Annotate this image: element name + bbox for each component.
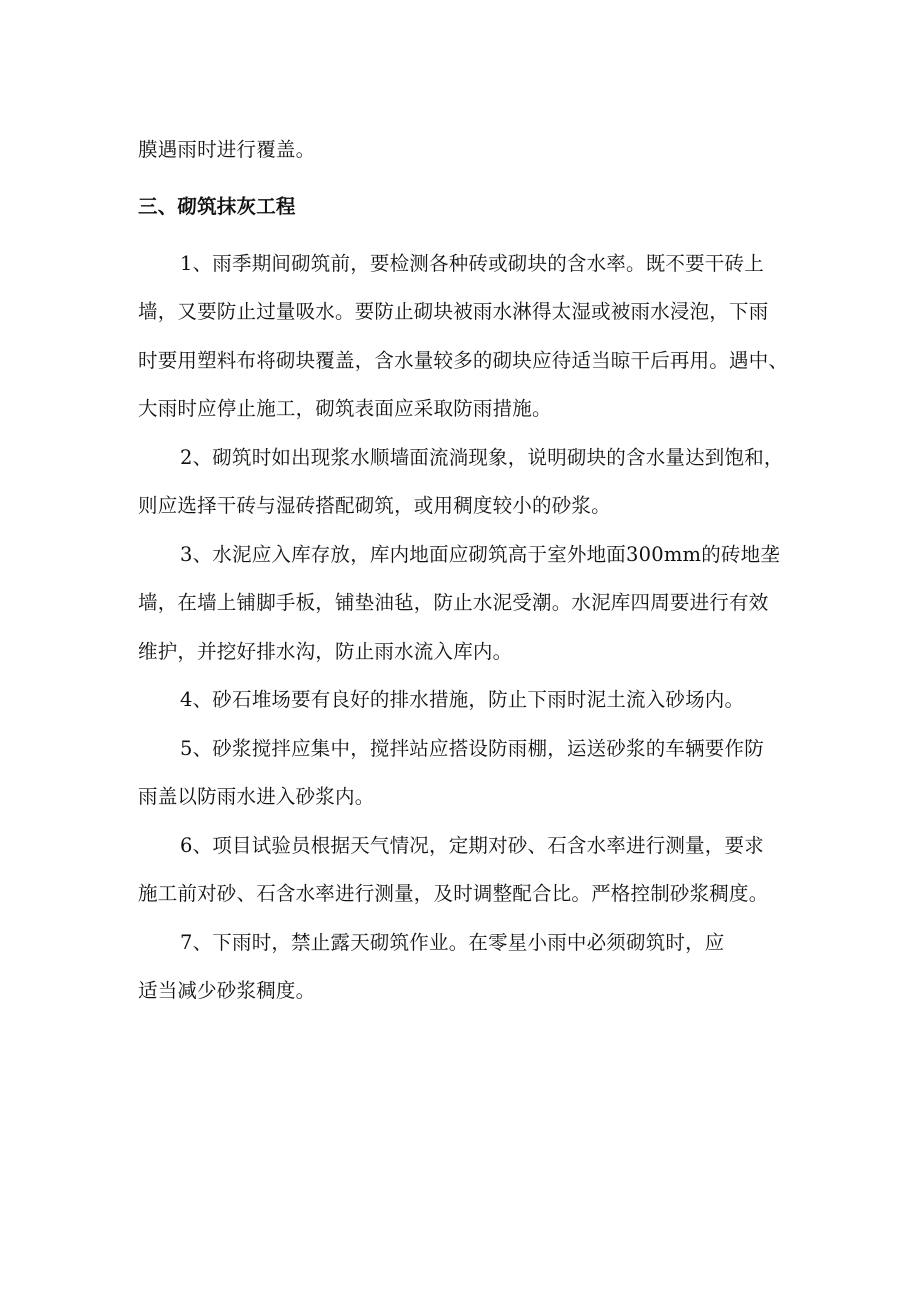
paragraph-1-line-2: 墙，又要防止过量吸水。要防止砌块被雨水淋得太湿或被雨水浸泡，下雨 xyxy=(138,300,769,323)
paragraph-3-line-2: 墙，在墙上铺脚手板，铺垫油毡，防止水泥受潮。水泥库四周要进行有效 xyxy=(138,591,769,614)
paragraph-1-line-1: 1、雨季期间砌筑前，要检测各种砖或砌块的含水率。既不要干砖上 xyxy=(180,252,764,275)
section-heading: 三、砌筑抹灰工程 xyxy=(138,195,296,218)
paragraph-2-line-2: 则应选择干砖与湿砖搭配砌筑，或用稠度较小的砂浆。 xyxy=(138,494,611,517)
paragraph-4-line-1: 4、砂石堆场要有良好的排水措施，防止下雨时泥土流入砂场内。 xyxy=(180,688,745,711)
paragraph-7-line-2: 适当减少砂浆稠度。 xyxy=(138,979,316,1002)
paragraph-6-line-1: 6、项目试验员根据天气情况，定期对砂、石含水率进行测量，要求 xyxy=(180,834,764,857)
paragraph-1-line-4: 大雨时应停止施工，砌筑表面应采取防雨措施。 xyxy=(138,397,552,420)
paragraph-3-line-1: 3、水泥应入库存放，库内地面应砌筑高于室外地面300mm的砖地垄 xyxy=(180,543,781,566)
continuation-line: 膜遇雨时进行覆盖。 xyxy=(138,138,316,161)
paragraph-1-line-3: 时要用塑料布将砌块覆盖，含水量较多的砌块应待适当晾干后再用。遇中、 xyxy=(138,349,789,372)
paragraph-3-line-3: 维护，并挖好排水沟，防止雨水流入库内。 xyxy=(138,640,513,663)
paragraph-7-line-1: 7、下雨时，禁止露天砌筑作业。在零星小雨中必须砌筑时，应 xyxy=(180,931,725,954)
paragraph-5-line-1: 5、砂浆搅拌应集中，搅拌站应搭设防雨棚，运送砂浆的车辆要作防 xyxy=(180,737,764,760)
paragraph-5-line-2: 雨盖以防雨水进入砂浆内。 xyxy=(138,785,375,808)
paragraph-6-line-2: 施工前对砂、石含水率进行测量，及时调整配合比。严格控制砂浆稠度。 xyxy=(138,882,769,905)
paragraph-2-line-1: 2、砌筑时如出现浆水顺墙面流淌现象，说明砌块的含水量达到饱和， xyxy=(180,446,784,469)
